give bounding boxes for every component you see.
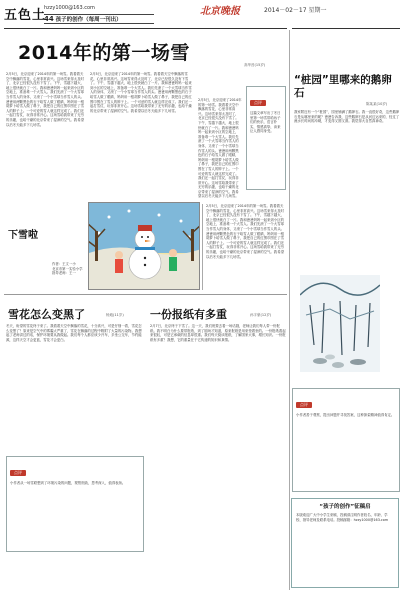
story2-headline: 雪花怎么变黑了 bbox=[8, 308, 85, 321]
story3-headline: 一份报纸有多重 bbox=[150, 308, 227, 321]
story1-body-col4: 2月5日，北京迎来了2014年的第一场雪。我看着天空中飘落的雪花，心里非常高兴。这场雪来得太及时了，北京已经很久没有下雪了。下午，雪越下越大，地上很快就白了一片。我和爸爸妈妈一起来到小区的空地上，准备堆一个大雪人。我们先滚了一个大雪球当作雪人的身体，又滚了一个小雪球当作雪人的头。爸爸用两颗黑色的石子给雪人做了眼睛，妈妈用一根胡萝卜给雪人做了鼻子，我把自己的红围巾围在了雪人的脖子上。一个可爱的雪人就这样完成了。我们还一起打雪仗，玩得非常开心。这场雪给我带来了无穷的乐趣，也给干燥的北京带来了湿润的空气。我希望以后冬天能多下几场雪。 bbox=[206, 204, 284, 259]
story1-body-col1: 2月5日，北京迎来了2014年的第一场雪。我看着天空中飘落的雪花，心里非常高兴。这场雪来得太及时了，北京已经很久没有下雪了。下午，雪越下越大，地上很快就白了一片。我和爸爸妈妈一起来到小区的空地上，准备堆一个大雪人。我们先滚了一个大雪球当作雪人的身体，又滚了一个小雪球当作雪人的头。爸爸用两颗黑色的石子给雪人做了眼睛，妈妈用一根胡萝卜给雪人做了鼻子，我把自己的红围巾围在了雪人的脖子上。一个可爱的雪人就这样完成了。我们还一起打雪仗，玩得非常开心。这场雪给我带来了无穷的乐趣，也给干燥的北京带来了湿润的空气。我希望以后冬天能多下几场雪。 bbox=[6, 72, 84, 127]
story4-comment-text: 小作者善于观察，提出问题并寻找答案，这种探索精神值得肯定。 bbox=[296, 413, 395, 417]
story3-author: 孙宇豪(12岁) bbox=[250, 313, 272, 317]
right-column-rule bbox=[289, 30, 290, 590]
story4-headline: “桩园”里哪来的鹅卵石 bbox=[294, 74, 392, 99]
story2-comment-tag: 点评 bbox=[10, 470, 26, 476]
story2-body: 冬天，盼望的雪花终于来了。我看着天空中飘落的雪花，十分高兴，可是仔细一看，雪花怎么变黑了？原来是空气中的雾霾太严重了，雪花在飘落的过程中吸附了大量的污染物。我想起了老师讲过的话，保护环境要从我做起。我们每个人都应该少开车，多坐公交车，节约能源，这样天空才会更蓝，雪花才会更白。 bbox=[6, 324, 142, 342]
newspaper-brand: 北京晚报 bbox=[200, 6, 240, 17]
story1-body-col3: 2月5日，北京迎来了2014年的第一场雪。我看着天空中飘落的雪花，心里非常高兴。这场雪来得太及时了，北京已经很久没有下雪了。下午，雪越下越大，地上很快就白了一片。我和爸爸妈妈一起来到小区的空地上，准备堆一个大雪人。我们先滚了一个大雪球当作雪人的身体，又滚了一个小雪球当作雪人的头。爸爸用两颗黑色的石子给雪人做了眼睛，妈妈用一根胡萝卜给雪人做了鼻子，我把自己的红围巾围在了雪人的脖子上。一个可爱的雪人就这样完成了。我们还一起打雪仗，玩得非常开心。这场雪给我带来了无穷的乐趣，也给干燥的北京带来了湿润的空气。我希望以后冬天能多下几场雪。 bbox=[198, 98, 242, 198]
story2-comment-text: 小作者从一场雪联想到了环境污染的问题，观察细致，思考深入，值得表扬。 bbox=[10, 481, 126, 485]
section-logo: 五色土 bbox=[4, 8, 47, 23]
mid-divider bbox=[4, 294, 287, 295]
story1-comment-box bbox=[246, 86, 286, 190]
story1-body-col2: 2月5日，北京迎来了2014年的第一场雪。我看着天空中飘落的雪花，心里非常高兴。这场雪来得太及时了，北京已经很久没有下雪了。下午，雪越下越大，地上很快就白了一片。我和爸爸妈妈一起来到小区的空地上，准备堆一个大雪人。我们先滚了一个大雪球当作雪人的身体，又滚了一个小雪球当作雪人的头。爸爸用两颗黑色的石子给雪人做了眼睛，妈妈用一根胡萝卜给雪人做了鼻子，我把自己的红围巾围在了雪人的脖子上。一个可爱的雪人就这样完成了。我们还一起打雪仗，玩得非常开心。这场雪给我带来了无穷的乐趣，也给干燥的北京带来了湿润的空气。我希望以后冬天能多下几场雪。 bbox=[90, 72, 192, 113]
main-headline: 2014年的第一场雪 bbox=[18, 42, 190, 64]
story2-author: 杨迪(11岁) bbox=[106, 313, 124, 317]
story1-comment-text: 这篇文章写出了冬日里第一场雪带给孩子们的快乐，语言朴实，情感真挚，读来让人感同身受。 bbox=[250, 111, 281, 134]
story3-body: 2月7日，北京终于下雪了。这一天，我们班要去看一场话剧，老师让我们每人带一份报纸。我不明白为什么要带报纸，到了剧场才知道，原来报纸是用来垫着坐的。一份报纸看起来很轻，可是它承载的信息却很重。我们每天阅读报纸，了解国家大事，增长知识。一份报纸有多重？我想，它的重量在于它传递的知识和真情。 bbox=[150, 324, 286, 342]
painting-school: 北京市第一实验小学 bbox=[52, 266, 83, 271]
story1-comment-tag: 点评 bbox=[250, 100, 266, 106]
submission-call-title: “孩子的创作”征稿启 bbox=[319, 504, 371, 510]
contact-email[interactable]: hzzy1000@163.com bbox=[44, 5, 95, 11]
story4-author: 陈某某(10岁) bbox=[366, 102, 388, 106]
story4-comment-tag: 点评 bbox=[296, 402, 312, 408]
painting-author: 作者：王文一小 bbox=[52, 262, 76, 266]
story4-illustration bbox=[300, 275, 380, 372]
header-divider-right bbox=[292, 28, 400, 29]
page-section-bar bbox=[44, 14, 154, 24]
story4-comment-box bbox=[292, 388, 400, 492]
submission-call-box bbox=[291, 498, 399, 588]
child-painting-snowman bbox=[88, 202, 200, 290]
painting-teacher: 指导老师：王一 bbox=[52, 271, 76, 276]
header-divider-left bbox=[4, 28, 287, 29]
story2-comment-box bbox=[6, 456, 144, 552]
submission-call-text: 本版欢迎广大中小学生来稿，投稿请注明作者姓名、年龄、学校、指导老师及联系电话。投稿邮箱：hzzy1000@163.com bbox=[296, 513, 389, 522]
painting-credits bbox=[52, 262, 86, 288]
column-rule bbox=[202, 204, 203, 290]
painting-caption-title: 下雪啦 bbox=[8, 230, 38, 241]
story4-body: 我家附近有一个“桩园”，园里铺满了鹅卵石。我一直很好奇，这些鹅卵石是从哪里来的呢？爸爸告诉我，这些鹅卵石是从河边运来的，经过了流水长时间的冲刷，才变得又圆又滑。我觉得大自然真神奇。 bbox=[294, 110, 400, 124]
issue-date: 2014－02－17 星期一 bbox=[264, 7, 327, 14]
section-title: 孩子的创作（每周一刊出） bbox=[55, 17, 122, 23]
story1-author: 高华晋(15岁) bbox=[244, 63, 266, 67]
section-number: 44 bbox=[44, 15, 54, 23]
